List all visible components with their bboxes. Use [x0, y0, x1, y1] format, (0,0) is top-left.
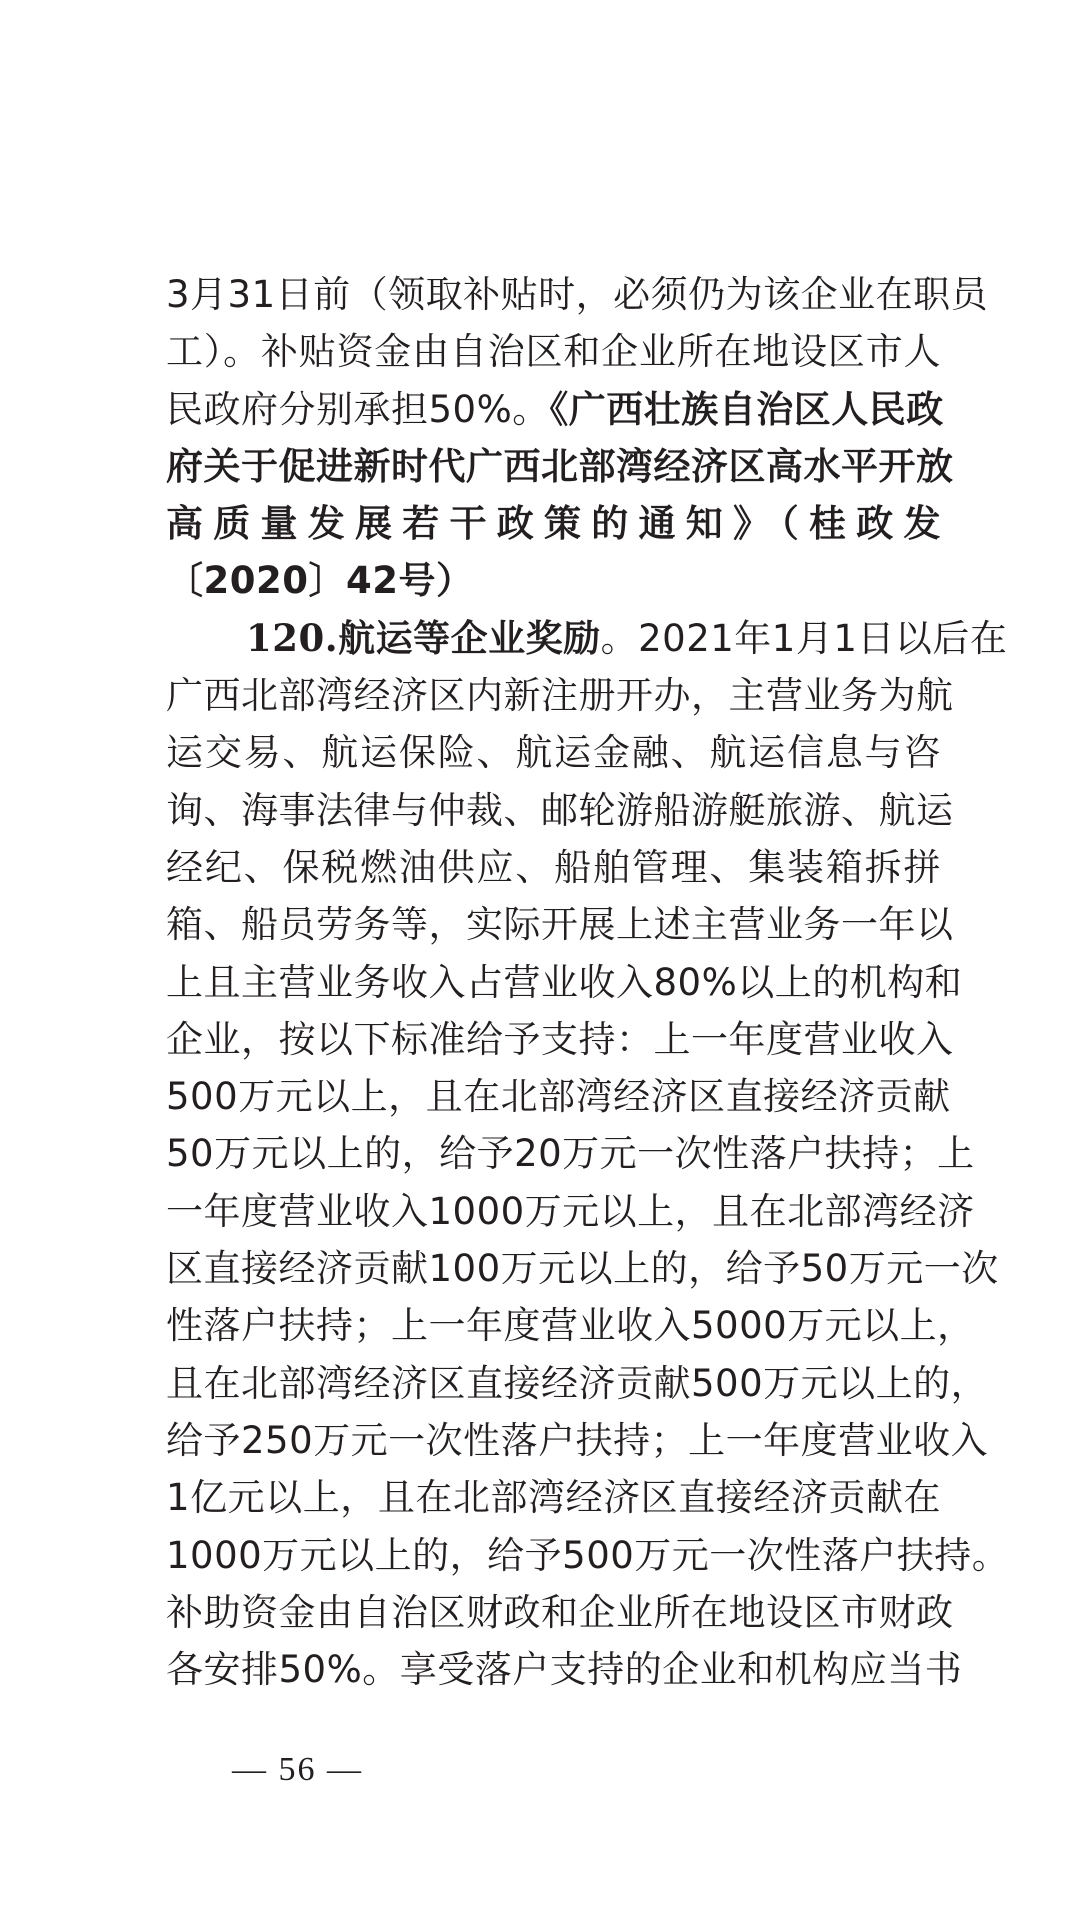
page-number: — 56 —: [232, 1751, 363, 1788]
text-segment: 50万元以上的，给予20万元一次性落户扶持；上: [166, 1132, 975, 1176]
text-line: [166, 896, 954, 953]
text-line: [166, 1641, 963, 1698]
text-line: [166, 782, 954, 839]
text-segment: 区直接经济贡献100万元以上的，给予50万元一次: [166, 1247, 999, 1291]
text-line: [166, 1584, 954, 1641]
text-segment: 给予250万元一次性落户扶持；上一年度营业收入: [166, 1418, 989, 1462]
text-segment: 询、海事法律与仲裁、邮轮游船游艇旅游、航运: [166, 788, 954, 832]
text-line: [166, 954, 963, 1011]
text-line: [166, 610, 1008, 667]
text-segment: 上且主营业务收入占营业收入80%以上的机构和: [166, 960, 963, 1004]
text-segment: 各安排50%。享受落户支持的企业和机构应当书: [166, 1648, 963, 1692]
text-segment: 3月31日前（领取补贴时，必须仍为该企业在职员: [166, 273, 989, 316]
text-line: [166, 839, 941, 896]
body-text: [166, 266, 1010, 1698]
text-segment: 运交易、航运保险、航运金融、航运信息与咨: [166, 731, 941, 775]
text-segment: 1000万元以上的，给予500万元一次性落户扶持。: [166, 1533, 1010, 1577]
text-segment: 。2021年1月1日以后在: [600, 616, 1008, 660]
text-line: [166, 1125, 975, 1182]
text-line: [166, 1297, 975, 1354]
text-line: [166, 1183, 975, 1240]
text-line: [166, 1412, 989, 1469]
text-segment: 《广西壮族自治区人民政: [549, 387, 944, 431]
text-segment: 且在北部湾经济区直接经济贡献500万元以上的，: [166, 1361, 989, 1405]
text-line: [166, 1068, 951, 1125]
text-segment: 1亿元以上，且在北部湾经济区直接经济贡献在: [166, 1476, 941, 1520]
text-segment: 500万元以上，且在北部湾经济区直接经济贡献: [166, 1075, 951, 1119]
text-segment: 性落户扶持；上一年度营业收入5000万元以上，: [166, 1304, 975, 1348]
text-line: [166, 495, 941, 552]
text-segment: 〔2020〕42号）: [166, 559, 474, 603]
text-line: [166, 323, 941, 380]
text-line: [166, 1469, 941, 1526]
text-line: [166, 724, 941, 781]
text-segment: 府关于促进新时代广西北部湾经济区高水平开放: [166, 444, 954, 488]
text-segment: 补助资金由自治区财政和企业所在地设区市财政: [166, 1590, 954, 1634]
text-line: [166, 1011, 954, 1068]
text-segment: 广西北部湾经济区内新注册开办，主营业务为航: [166, 674, 954, 718]
text-line: [166, 438, 954, 495]
text-line: [166, 1355, 989, 1412]
text-line: [166, 266, 989, 323]
item-heading: 航运等企业奖励: [338, 615, 601, 660]
text-segment: 民政府分别承担50%。: [166, 387, 550, 431]
text-line: [166, 667, 954, 724]
text-segment: 箱、船员劳务等，实际开展上述主营业务一年以: [166, 903, 954, 947]
item-number: 120.: [246, 615, 339, 660]
text-segment: 企业，按以下标准给予支持：上一年度营业收入: [166, 1017, 954, 1061]
text-segment: 工）。补贴资金由自治区和企业所在地设区市人: [166, 330, 941, 374]
text-line: [166, 552, 941, 609]
text-line: [166, 1527, 1010, 1584]
text-segment: 经纪、保税燃油供应、船舶管理、集装箱拆拼: [166, 845, 941, 889]
text-segment: 高质量发展若干政策的通知》（桂政发: [166, 502, 941, 546]
text-line: [166, 381, 944, 438]
text-segment: 一年度营业收入1000万元以上，且在北部湾经济: [166, 1189, 975, 1233]
text-line: [166, 1240, 999, 1297]
